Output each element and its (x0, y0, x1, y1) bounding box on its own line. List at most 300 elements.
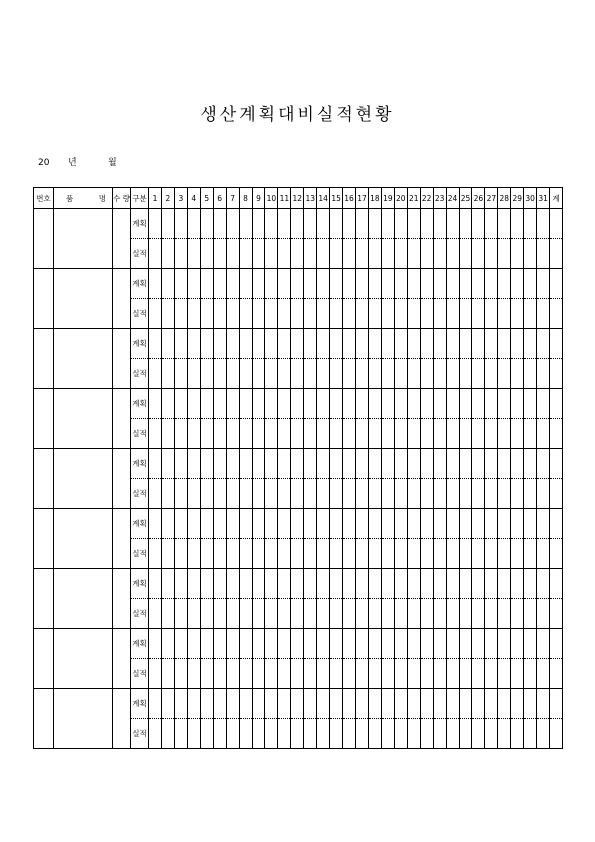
cell-day[interactable] (472, 329, 485, 359)
cell-day[interactable] (472, 359, 485, 389)
cell-day[interactable] (459, 659, 472, 689)
cell-day[interactable] (420, 269, 433, 299)
cell-day[interactable] (252, 209, 265, 239)
cell-day[interactable] (304, 599, 317, 629)
cell-qty[interactable] (113, 389, 131, 449)
cell-code[interactable] (34, 689, 54, 749)
cell-day[interactable] (239, 269, 252, 299)
cell-day[interactable] (394, 539, 407, 569)
cell-day[interactable] (265, 329, 278, 359)
cell-day[interactable] (278, 539, 291, 569)
cell-day[interactable] (291, 569, 304, 599)
cell-day[interactable] (485, 689, 498, 719)
cell-day[interactable] (381, 329, 394, 359)
cell-day[interactable] (511, 599, 524, 629)
cell-day[interactable] (356, 629, 369, 659)
cell-day[interactable] (381, 389, 394, 419)
cell-day[interactable] (149, 479, 162, 509)
cell-day[interactable] (252, 239, 265, 269)
cell-day[interactable] (472, 509, 485, 539)
cell-day[interactable] (356, 359, 369, 389)
cell-day[interactable] (381, 269, 394, 299)
cell-day[interactable] (446, 209, 459, 239)
cell-day[interactable] (446, 689, 459, 719)
cell-day[interactable] (213, 629, 226, 659)
cell-day[interactable] (407, 599, 420, 629)
cell-day[interactable] (498, 569, 511, 599)
cell-day[interactable] (278, 299, 291, 329)
cell-day[interactable] (433, 689, 446, 719)
cell-day[interactable] (472, 209, 485, 239)
cell-total[interactable] (550, 539, 563, 569)
cell-name[interactable] (54, 689, 113, 749)
cell-day[interactable] (511, 479, 524, 509)
cell-day[interactable] (226, 539, 239, 569)
cell-day[interactable] (304, 539, 317, 569)
cell-day[interactable] (537, 719, 550, 749)
cell-day[interactable] (343, 419, 356, 449)
cell-day[interactable] (420, 209, 433, 239)
cell-day[interactable] (381, 449, 394, 479)
cell-day[interactable] (394, 329, 407, 359)
cell-day[interactable] (394, 239, 407, 269)
cell-day[interactable] (213, 509, 226, 539)
cell-day[interactable] (524, 569, 537, 599)
cell-day[interactable] (317, 329, 330, 359)
cell-day[interactable] (537, 599, 550, 629)
cell-day[interactable] (459, 599, 472, 629)
cell-day[interactable] (459, 689, 472, 719)
cell-day[interactable] (317, 689, 330, 719)
cell-day[interactable] (330, 299, 343, 329)
cell-day[interactable] (459, 719, 472, 749)
cell-day[interactable] (381, 539, 394, 569)
cell-day[interactable] (407, 569, 420, 599)
cell-day[interactable] (394, 359, 407, 389)
cell-day[interactable] (407, 269, 420, 299)
cell-day[interactable] (252, 389, 265, 419)
cell-day[interactable] (368, 419, 381, 449)
cell-day[interactable] (511, 389, 524, 419)
cell-name[interactable] (54, 509, 113, 569)
cell-day[interactable] (330, 539, 343, 569)
cell-day[interactable] (420, 329, 433, 359)
cell-day[interactable] (381, 629, 394, 659)
cell-day[interactable] (330, 389, 343, 419)
cell-total[interactable] (550, 479, 563, 509)
cell-day[interactable] (278, 509, 291, 539)
cell-day[interactable] (511, 539, 524, 569)
cell-day[interactable] (343, 209, 356, 239)
cell-day[interactable] (149, 509, 162, 539)
cell-day[interactable] (356, 479, 369, 509)
cell-day[interactable] (524, 449, 537, 479)
cell-day[interactable] (278, 359, 291, 389)
cell-day[interactable] (304, 239, 317, 269)
cell-day[interactable] (174, 299, 187, 329)
cell-day[interactable] (252, 689, 265, 719)
cell-day[interactable] (433, 359, 446, 389)
cell-day[interactable] (174, 419, 187, 449)
cell-day[interactable] (291, 509, 304, 539)
cell-day[interactable] (446, 299, 459, 329)
cell-day[interactable] (239, 599, 252, 629)
cell-day[interactable] (407, 209, 420, 239)
cell-day[interactable] (317, 209, 330, 239)
cell-day[interactable] (524, 539, 537, 569)
cell-qty[interactable] (113, 329, 131, 389)
cell-day[interactable] (407, 239, 420, 269)
cell-day[interactable] (213, 359, 226, 389)
cell-day[interactable] (498, 329, 511, 359)
cell-day[interactable] (537, 539, 550, 569)
cell-total[interactable] (550, 419, 563, 449)
cell-day[interactable] (226, 629, 239, 659)
cell-day[interactable] (174, 689, 187, 719)
cell-name[interactable] (54, 209, 113, 269)
cell-day[interactable] (200, 539, 213, 569)
cell-day[interactable] (226, 359, 239, 389)
cell-day[interactable] (498, 239, 511, 269)
cell-name[interactable] (54, 449, 113, 509)
cell-day[interactable] (459, 299, 472, 329)
cell-day[interactable] (407, 359, 420, 389)
cell-day[interactable] (317, 509, 330, 539)
cell-day[interactable] (252, 599, 265, 629)
cell-day[interactable] (498, 209, 511, 239)
cell-day[interactable] (407, 449, 420, 479)
cell-day[interactable] (200, 569, 213, 599)
cell-day[interactable] (356, 299, 369, 329)
cell-day[interactable] (226, 239, 239, 269)
cell-day[interactable] (394, 569, 407, 599)
cell-day[interactable] (368, 389, 381, 419)
cell-day[interactable] (433, 629, 446, 659)
cell-day[interactable] (498, 659, 511, 689)
cell-day[interactable] (200, 599, 213, 629)
cell-day[interactable] (200, 629, 213, 659)
cell-day[interactable] (498, 719, 511, 749)
cell-day[interactable] (187, 479, 200, 509)
cell-code[interactable] (34, 509, 54, 569)
cell-day[interactable] (330, 449, 343, 479)
cell-day[interactable] (433, 599, 446, 629)
cell-day[interactable] (459, 209, 472, 239)
cell-day[interactable] (446, 359, 459, 389)
cell-day[interactable] (187, 569, 200, 599)
cell-day[interactable] (368, 539, 381, 569)
cell-total[interactable] (550, 389, 563, 419)
cell-day[interactable] (368, 479, 381, 509)
cell-day[interactable] (278, 569, 291, 599)
cell-day[interactable] (213, 659, 226, 689)
cell-day[interactable] (368, 209, 381, 239)
cell-day[interactable] (368, 629, 381, 659)
cell-day[interactable] (381, 569, 394, 599)
cell-day[interactable] (200, 269, 213, 299)
cell-day[interactable] (265, 299, 278, 329)
cell-day[interactable] (537, 359, 550, 389)
cell-day[interactable] (252, 479, 265, 509)
cell-total[interactable] (550, 299, 563, 329)
cell-day[interactable] (485, 269, 498, 299)
cell-day[interactable] (239, 299, 252, 329)
cell-day[interactable] (356, 419, 369, 449)
cell-day[interactable] (161, 689, 174, 719)
cell-day[interactable] (291, 209, 304, 239)
cell-day[interactable] (511, 269, 524, 299)
cell-day[interactable] (161, 509, 174, 539)
cell-day[interactable] (187, 239, 200, 269)
cell-total[interactable] (550, 449, 563, 479)
cell-day[interactable] (537, 629, 550, 659)
cell-day[interactable] (317, 359, 330, 389)
cell-day[interactable] (161, 539, 174, 569)
cell-day[interactable] (394, 299, 407, 329)
cell-day[interactable] (304, 509, 317, 539)
cell-qty[interactable] (113, 689, 131, 749)
cell-day[interactable] (381, 479, 394, 509)
cell-day[interactable] (149, 389, 162, 419)
cell-total[interactable] (550, 659, 563, 689)
cell-day[interactable] (537, 419, 550, 449)
cell-day[interactable] (459, 569, 472, 599)
cell-day[interactable] (278, 659, 291, 689)
cell-day[interactable] (291, 719, 304, 749)
cell-day[interactable] (524, 209, 537, 239)
cell-day[interactable] (446, 629, 459, 659)
cell-day[interactable] (394, 269, 407, 299)
cell-day[interactable] (368, 359, 381, 389)
cell-day[interactable] (187, 329, 200, 359)
cell-day[interactable] (265, 419, 278, 449)
cell-name[interactable] (54, 569, 113, 629)
cell-day[interactable] (472, 659, 485, 689)
cell-day[interactable] (420, 509, 433, 539)
cell-day[interactable] (330, 689, 343, 719)
cell-day[interactable] (252, 569, 265, 599)
cell-day[interactable] (343, 599, 356, 629)
cell-day[interactable] (511, 689, 524, 719)
cell-day[interactable] (252, 269, 265, 299)
cell-day[interactable] (252, 359, 265, 389)
cell-day[interactable] (226, 569, 239, 599)
cell-day[interactable] (213, 419, 226, 449)
cell-day[interactable] (343, 239, 356, 269)
cell-day[interactable] (407, 659, 420, 689)
cell-code[interactable] (34, 569, 54, 629)
cell-day[interactable] (511, 329, 524, 359)
cell-day[interactable] (485, 389, 498, 419)
cell-day[interactable] (187, 509, 200, 539)
cell-day[interactable] (149, 629, 162, 659)
cell-day[interactable] (485, 539, 498, 569)
cell-day[interactable] (161, 209, 174, 239)
cell-day[interactable] (472, 569, 485, 599)
cell-day[interactable] (394, 389, 407, 419)
cell-day[interactable] (537, 239, 550, 269)
cell-day[interactable] (149, 329, 162, 359)
cell-day[interactable] (265, 539, 278, 569)
cell-day[interactable] (187, 299, 200, 329)
cell-day[interactable] (239, 509, 252, 539)
cell-day[interactable] (343, 299, 356, 329)
cell-day[interactable] (239, 239, 252, 269)
cell-day[interactable] (200, 479, 213, 509)
cell-day[interactable] (356, 449, 369, 479)
cell-day[interactable] (356, 209, 369, 239)
cell-day[interactable] (472, 299, 485, 329)
cell-day[interactable] (343, 449, 356, 479)
cell-day[interactable] (433, 719, 446, 749)
cell-day[interactable] (511, 239, 524, 269)
cell-day[interactable] (252, 449, 265, 479)
cell-day[interactable] (161, 659, 174, 689)
cell-day[interactable] (291, 389, 304, 419)
cell-day[interactable] (433, 539, 446, 569)
cell-day[interactable] (226, 449, 239, 479)
cell-day[interactable] (498, 269, 511, 299)
cell-day[interactable] (330, 479, 343, 509)
cell-day[interactable] (381, 239, 394, 269)
cell-day[interactable] (226, 479, 239, 509)
cell-day[interactable] (226, 419, 239, 449)
cell-day[interactable] (498, 419, 511, 449)
cell-day[interactable] (485, 359, 498, 389)
cell-day[interactable] (368, 689, 381, 719)
cell-code[interactable] (34, 629, 54, 689)
cell-day[interactable] (446, 569, 459, 599)
cell-day[interactable] (304, 479, 317, 509)
cell-day[interactable] (174, 479, 187, 509)
cell-day[interactable] (149, 719, 162, 749)
cell-day[interactable] (187, 449, 200, 479)
cell-code[interactable] (34, 269, 54, 329)
cell-qty[interactable] (113, 209, 131, 269)
cell-day[interactable] (278, 329, 291, 359)
cell-day[interactable] (394, 419, 407, 449)
cell-day[interactable] (317, 419, 330, 449)
cell-day[interactable] (149, 569, 162, 599)
cell-day[interactable] (407, 689, 420, 719)
cell-day[interactable] (304, 299, 317, 329)
cell-day[interactable] (472, 479, 485, 509)
cell-day[interactable] (278, 209, 291, 239)
cell-day[interactable] (200, 689, 213, 719)
cell-day[interactable] (187, 209, 200, 239)
cell-day[interactable] (472, 629, 485, 659)
cell-total[interactable] (550, 689, 563, 719)
cell-day[interactable] (485, 449, 498, 479)
cell-day[interactable] (498, 359, 511, 389)
cell-day[interactable] (317, 479, 330, 509)
cell-day[interactable] (200, 299, 213, 329)
cell-day[interactable] (394, 599, 407, 629)
cell-day[interactable] (343, 359, 356, 389)
cell-day[interactable] (498, 629, 511, 659)
cell-day[interactable] (420, 569, 433, 599)
cell-day[interactable] (149, 239, 162, 269)
cell-day[interactable] (524, 689, 537, 719)
cell-total[interactable] (550, 359, 563, 389)
cell-day[interactable] (381, 419, 394, 449)
cell-day[interactable] (485, 509, 498, 539)
cell-day[interactable] (356, 719, 369, 749)
cell-day[interactable] (213, 389, 226, 419)
cell-day[interactable] (317, 389, 330, 419)
cell-day[interactable] (485, 719, 498, 749)
cell-day[interactable] (485, 599, 498, 629)
cell-day[interactable] (537, 299, 550, 329)
cell-day[interactable] (368, 659, 381, 689)
cell-day[interactable] (498, 539, 511, 569)
cell-day[interactable] (330, 719, 343, 749)
cell-day[interactable] (537, 659, 550, 689)
cell-day[interactable] (317, 659, 330, 689)
cell-day[interactable] (161, 359, 174, 389)
cell-day[interactable] (213, 329, 226, 359)
cell-day[interactable] (174, 449, 187, 479)
cell-day[interactable] (511, 569, 524, 599)
cell-day[interactable] (304, 719, 317, 749)
cell-day[interactable] (407, 479, 420, 509)
cell-day[interactable] (537, 569, 550, 599)
cell-day[interactable] (446, 239, 459, 269)
cell-day[interactable] (174, 269, 187, 299)
cell-day[interactable] (330, 629, 343, 659)
cell-day[interactable] (343, 329, 356, 359)
cell-day[interactable] (511, 449, 524, 479)
cell-day[interactable] (537, 329, 550, 359)
cell-day[interactable] (394, 719, 407, 749)
cell-day[interactable] (472, 419, 485, 449)
cell-day[interactable] (498, 299, 511, 329)
cell-code[interactable] (34, 209, 54, 269)
cell-day[interactable] (304, 329, 317, 359)
cell-day[interactable] (511, 719, 524, 749)
cell-day[interactable] (537, 269, 550, 299)
cell-code[interactable] (34, 389, 54, 449)
cell-day[interactable] (200, 359, 213, 389)
cell-day[interactable] (291, 449, 304, 479)
cell-day[interactable] (368, 299, 381, 329)
cell-day[interactable] (446, 719, 459, 749)
cell-day[interactable] (537, 209, 550, 239)
cell-day[interactable] (420, 479, 433, 509)
cell-day[interactable] (420, 629, 433, 659)
cell-day[interactable] (239, 569, 252, 599)
cell-day[interactable] (278, 269, 291, 299)
cell-day[interactable] (524, 389, 537, 419)
cell-day[interactable] (368, 239, 381, 269)
cell-total[interactable] (550, 719, 563, 749)
cell-day[interactable] (317, 719, 330, 749)
cell-day[interactable] (174, 389, 187, 419)
cell-day[interactable] (446, 329, 459, 359)
cell-day[interactable] (317, 269, 330, 299)
cell-day[interactable] (213, 479, 226, 509)
cell-day[interactable] (200, 209, 213, 239)
cell-day[interactable] (407, 299, 420, 329)
cell-day[interactable] (252, 719, 265, 749)
cell-day[interactable] (407, 719, 420, 749)
cell-day[interactable] (149, 299, 162, 329)
cell-day[interactable] (459, 389, 472, 419)
cell-day[interactable] (433, 209, 446, 239)
cell-day[interactable] (174, 629, 187, 659)
cell-day[interactable] (239, 539, 252, 569)
cell-day[interactable] (485, 629, 498, 659)
